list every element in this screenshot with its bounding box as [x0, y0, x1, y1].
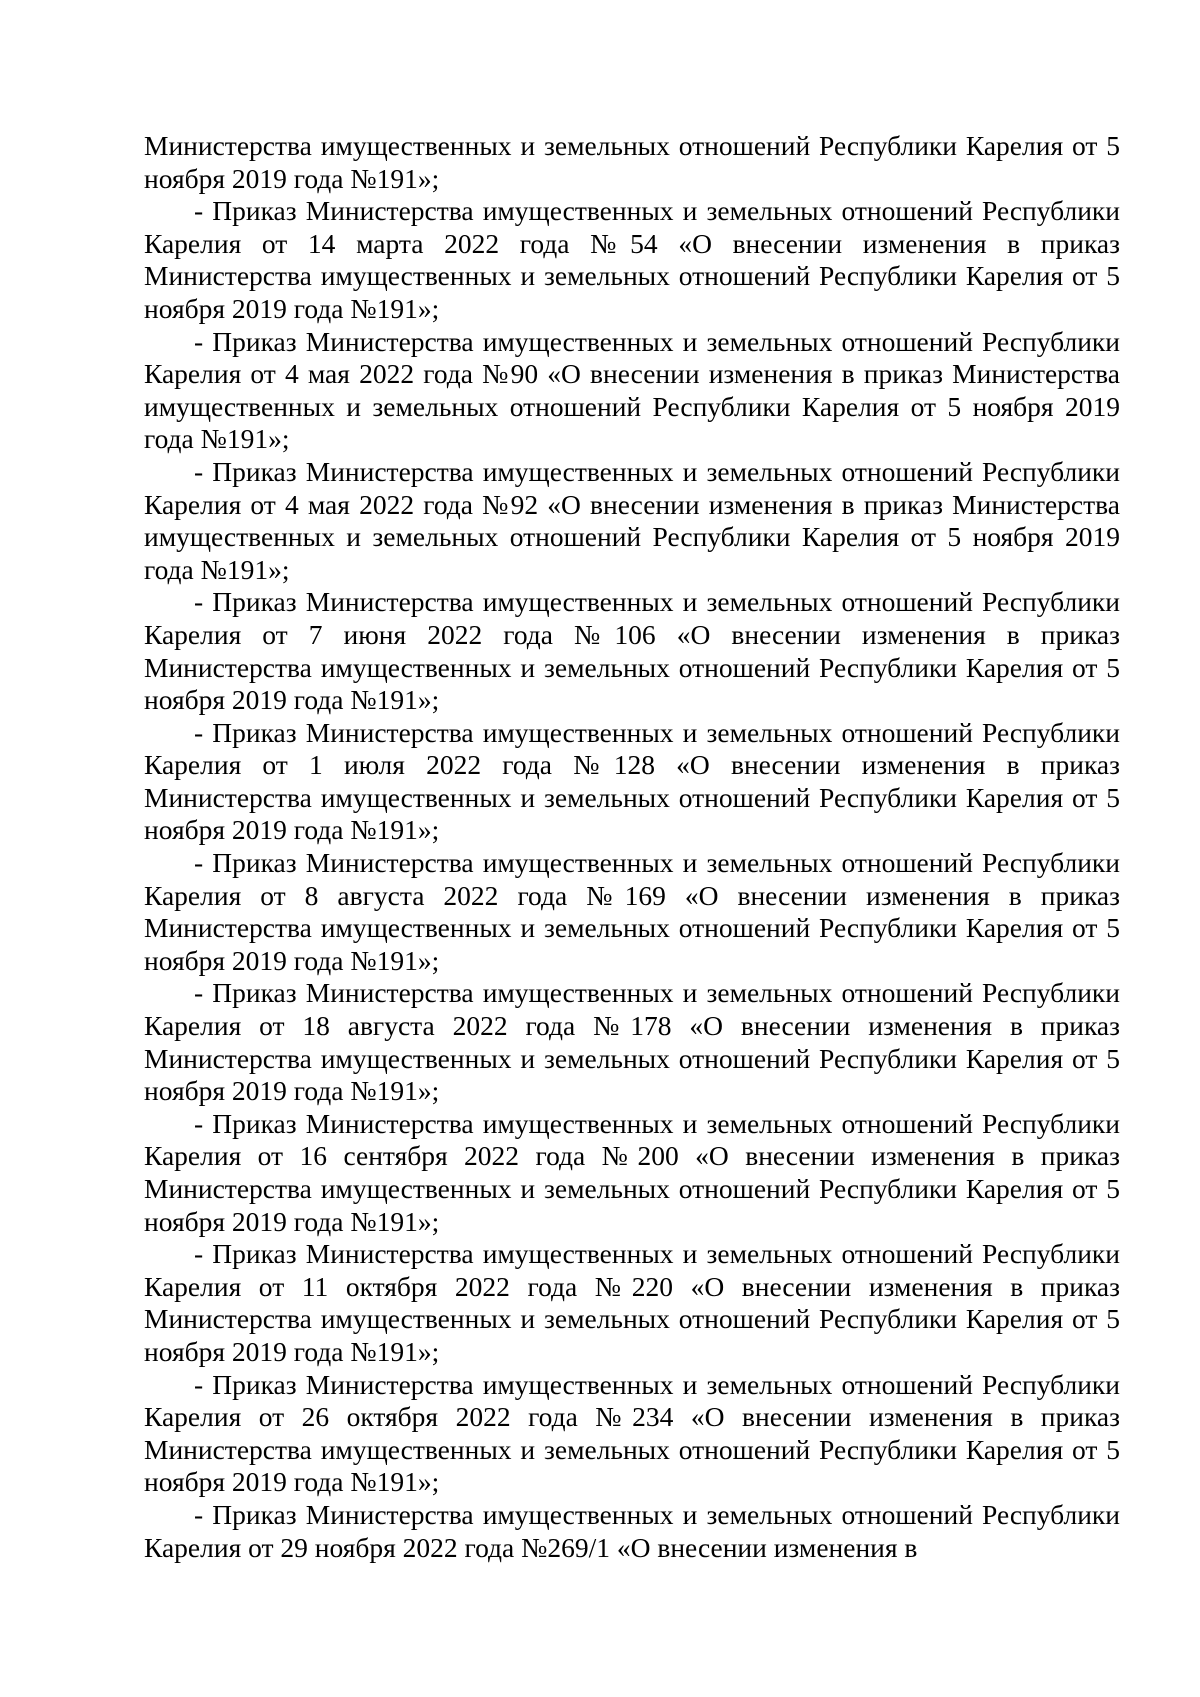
list-item-order-90: - Приказ Министерства имущественных и земельных отношений Республики Карелия от 4 мая 2022 года №90 «О внесении изменения в приказ Министерства имущественных и земельных отношений Республики Карелия от 5 ноября 2019 года №191»;: [144, 325, 1120, 455]
document-body: [144, 130, 1120, 1564]
list-item-order-54: - Приказ Министерства имущественных и земельных отношений Республики Карелия от 14 марта 2022 года №54 «О внесении изменения в приказ Министерства имущественных и земельных отношений Республики Карелия от 5 ноября 2019 года №191»;: [144, 195, 1120, 324]
list-item-order-128: - Приказ Министерства имущественных и земельных отношений Республики Карелия от 1 июля 2022 года №128 «О внесении изменения в приказ Министерства имущественных и земельных отношений Республики Карелия от 5 ноября 2019 года №191»;: [144, 716, 1120, 846]
list-item-order-178: - Приказ Министерства имущественных и земельных отношений Республики Карелия от 18 августа 2022 года №178 «О внесении изменения в приказ Министерства имущественных и земельных отношений Республики Карелия от 5 ноября 2019 года №191»;: [144, 977, 1120, 1107]
list-item-order-269-1: - Приказ Министерства имущественных и земельных отношений Республики Карелия от 29 ноября 2022 года №269/1 «О внесении изменения в: [144, 1498, 1120, 1563]
list-item-order-200: - Приказ Министерства имущественных и земельных отношений Республики Карелия от 16 сентября 2022 года №200 «О внесении изменения в приказ Министерства имущественных и земельных отношений Республики Карелия от 5 ноября 2019 года №191»;: [144, 1107, 1120, 1237]
paragraph-continuation: Министерства имущественных и земельных отношений Республики Карелия от 5 ноября 2019 года №191»;: [144, 130, 1120, 194]
list-item-order-106: - Приказ Министерства имущественных и земельных отношений Республики Карелия от 7 июня 2022 года №106 «О внесении изменения в приказ Министерства имущественных и земельных отношений Республики Карелия от 5 ноября 2019 года №191»;: [144, 586, 1120, 716]
list-item-order-234: - Приказ Министерства имущественных и земельных отношений Республики Карелия от 26 октября 2022 года №234 «О внесении изменения в приказ Министерства имущественных и земельных отношений Республики Карелия от 5 ноября 2019 года №191»;: [144, 1368, 1120, 1498]
list-item-order-169: - Приказ Министерства имущественных и земельных отношений Республики Карелия от 8 августа 2022 года №169 «О внесении изменения в приказ Министерства имущественных и земельных отношений Республики Карелия от 5 ноября 2019 года №191»;: [144, 847, 1120, 976]
list-item-order-92: - Приказ Министерства имущественных и земельных отношений Республики Карелия от 4 мая 2022 года №92 «О внесении изменения в приказ Министерства имущественных и земельных отношений Республики Карелия от 5 ноября 2019 года №191»;: [144, 455, 1120, 585]
list-item-order-220: - Приказ Министерства имущественных и земельных отношений Республики Карелия от 11 октября 2022 года №220 «О внесении изменения в приказ Министерства имущественных и земельных отношений Республики Карелия от 5 ноября 2019 года №191»;: [144, 1238, 1120, 1367]
